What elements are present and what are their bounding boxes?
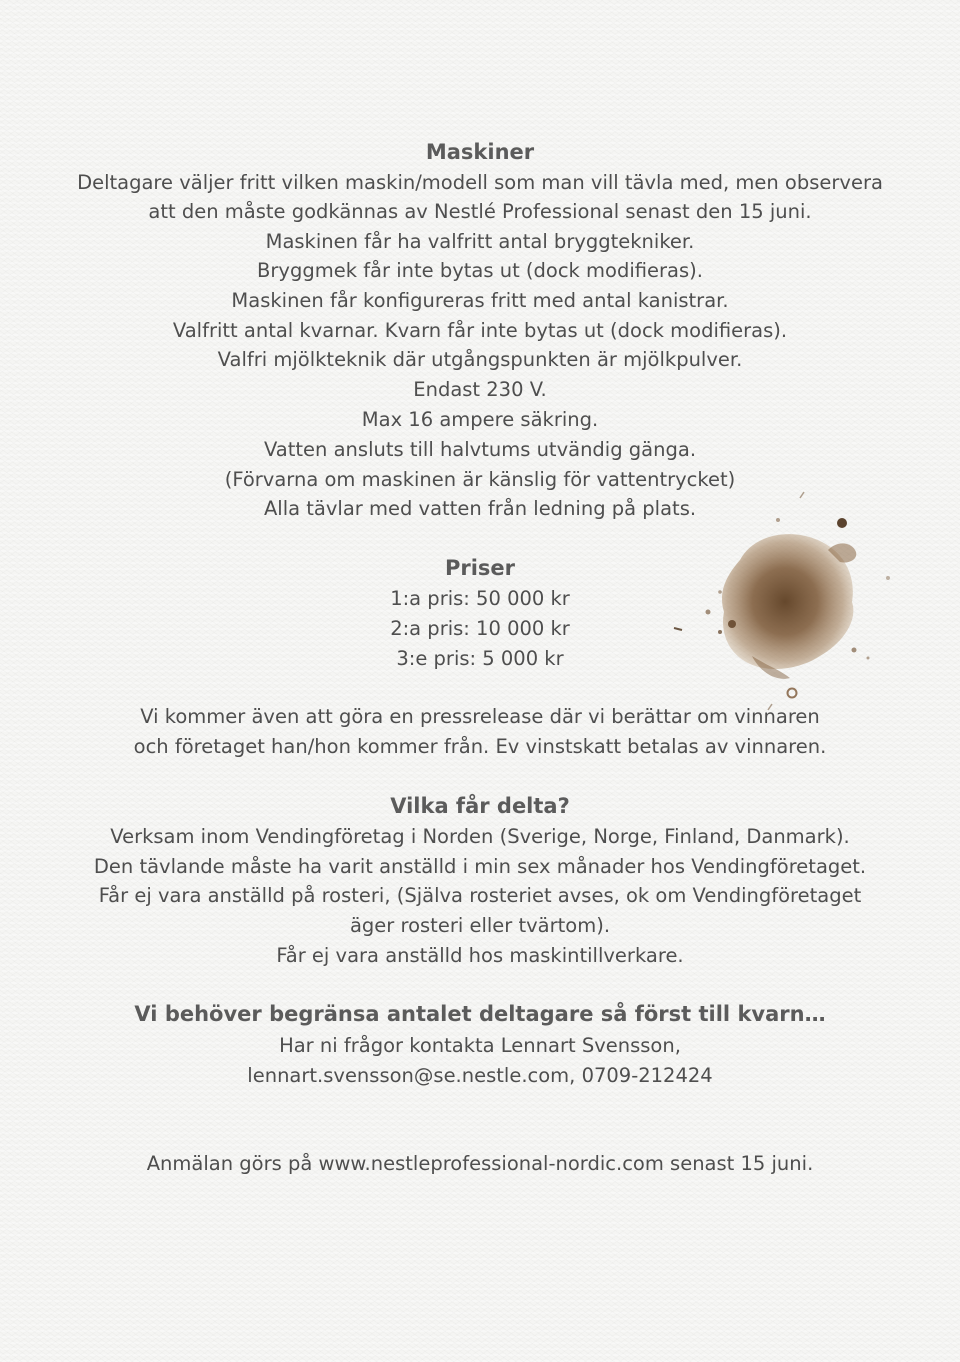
signup-footer: Anmälan görs på www.nestleprofessional-nordic.com senast 15 juni. <box>146 1152 814 1175</box>
delta-line: Får ej vara anställd på rosteri, (Själva rosteriet avses, ok om Vendingföretaget <box>98 884 862 907</box>
press-line: Vi kommer även att göra en pressrelease där vi berättar om vinnaren <box>140 705 820 728</box>
maskiner-line: Maskinen får ha valfritt antal bryggtekniker. <box>265 230 695 253</box>
delta-line: Verksam inom Vendingföretag i Norden (Sverige, Norge, Finland, Danmark). <box>110 825 850 848</box>
prize-line: 3:e pris: 5 000 kr <box>396 647 564 670</box>
press-line: och företaget han/hon kommer från. Ev vinstskatt betalas av vinnaren. <box>133 735 827 758</box>
priser-heading: Priser <box>444 556 516 580</box>
maskiner-line: Bryggmek får inte bytas ut (dock modifieras). <box>257 259 703 282</box>
maskiner-line: Endast 230 V. <box>413 378 547 401</box>
delta-line: Får ej vara anställd hos maskintillverkare. <box>276 944 684 967</box>
maskiner-line: (Förvarna om maskinen är känslig för vattentrycket) <box>224 468 736 491</box>
maskiner-line: Valfri mjölkteknik där utgångspunkten är mjölkpulver. <box>217 348 743 371</box>
limit-heading: Vi behöver begränsa antalet deltagare så först till kvarn… <box>134 1002 826 1026</box>
maskiner-line: Max 16 ampere säkring. <box>361 408 599 431</box>
maskiner-line: att den måste godkännas av Nestlé Professional senast den 15 juni. <box>148 200 812 223</box>
maskiner-heading: Maskiner <box>425 140 535 164</box>
delta-line: Den tävlande måste ha varit anställd i min sex månader hos Vendingföretaget. <box>93 855 867 878</box>
maskiner-line: Valfritt antal kvarnar. Kvarn får inte bytas ut (dock modifieras). <box>172 319 788 342</box>
maskiner-line: Deltagare väljer fritt vilken maskin/modell som man vill tävla med, men observera <box>77 171 883 194</box>
prize-line: 1:a pris: 50 000 kr <box>390 587 570 610</box>
maskiner-line: Alla tävlar med vatten från ledning på plats. <box>263 497 697 520</box>
maskiner-line: Maskinen får konfigureras fritt med antal kanistrar. <box>231 289 729 312</box>
prize-line: 2:a pris: 10 000 kr <box>390 617 570 640</box>
contact-line: Har ni frågor kontakta Lennart Svensson, <box>279 1034 681 1057</box>
maskiner-line: Vatten ansluts till halvtums utvändig gänga. <box>263 438 697 461</box>
contact-line: lennart.svensson@se.nestle.com, 0709-212424 <box>247 1064 713 1087</box>
delta-heading: Vilka får delta? <box>390 794 570 818</box>
delta-line: äger rosteri eller tvärtom). <box>349 914 611 937</box>
